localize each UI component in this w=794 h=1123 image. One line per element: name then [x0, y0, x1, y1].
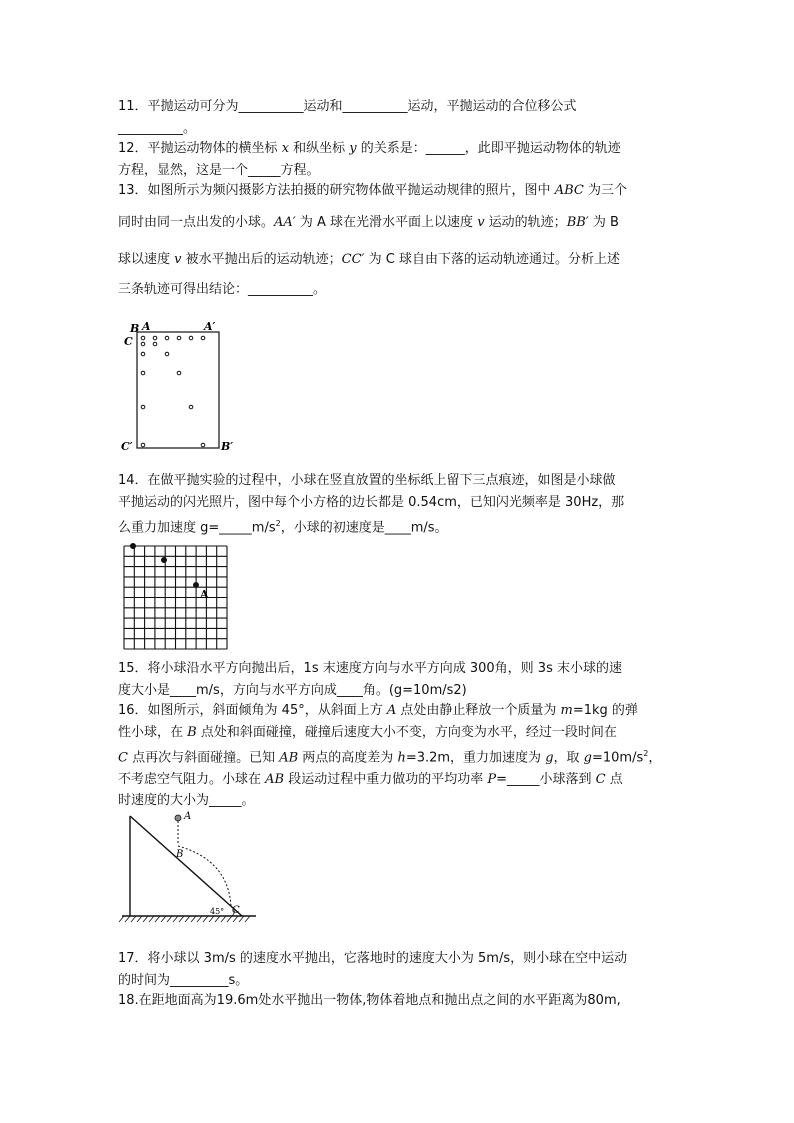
hatch-mark: [155, 916, 160, 922]
hatch-mark: [161, 916, 166, 922]
q14-grid-figure: [120, 542, 230, 652]
q14-grid-lines: [124, 546, 227, 649]
q11-line-1: 11．平抛运动可分为__________运动和__________运动，平抛运动的合位移公式: [118, 99, 577, 114]
hatch-mark: [215, 916, 220, 922]
q13-frame: [137, 332, 219, 448]
q16-incline-figure: [118, 810, 258, 930]
q11-line-2: __________。: [118, 120, 197, 136]
q13-label-b: B: [130, 322, 140, 335]
hatch-mark: [203, 916, 208, 922]
question-17: [118, 948, 678, 991]
hatch-mark: [197, 916, 202, 922]
q16-incline: [130, 816, 242, 916]
q16-line-3: C 点再次与斜面碰撞。已知 AB 两点的高度差为 h=3.2m，重力加速度为 g，取 $g=10m/s^2$，: [118, 749, 662, 766]
question-14: [118, 470, 678, 539]
q14-line-2: 平抛运动的闪光照片，图中每个小方格的边长都是 0.54cm，已知闪光频率是 30Hz，那: [118, 494, 625, 510]
hatch-mark: [227, 916, 232, 922]
hatch-mark: [167, 916, 172, 922]
question-16: [118, 700, 678, 812]
question-11: [118, 96, 678, 139]
q15-line-2: 度大小是____m/s，方向与水平方向成____角。(g=10m/s2): [118, 682, 467, 698]
q18-line-1: 18.在距地面高为19.6m处水平抛出一物体,物体着地点和抛出点之间的水平距离为80m,: [118, 993, 621, 1008]
q12-line-2: 方程，显然，这是一个_____方程。: [118, 162, 320, 178]
question-12: [118, 138, 678, 181]
q12-line-1: 12．平抛运动物体的横坐标 x 和纵坐标 y 的关系是：______，此即平抛运动物体的轨迹: [118, 141, 621, 156]
hatch-mark: [131, 916, 136, 922]
q13-label-c: C: [124, 335, 133, 348]
q16-line-5: 时速度的大小为_____。: [118, 793, 255, 809]
q13-line-3: 球以速度 v 被水平抛出后的运动轨迹；CC′ 为 C 球自由下落的运动轨迹通过。分析上述: [118, 252, 620, 267]
q13-label-b-prime: B′: [221, 440, 234, 453]
q13-label-a: A: [142, 320, 151, 333]
q16-line-1: 16．如图所示，斜面倾角为 45°，从斜面上方 A 点处由静止释放一个质量为 m=1kg 的弹: [118, 703, 638, 718]
hatch-mark: [173, 916, 178, 922]
q16-label-angle: 45°: [210, 907, 225, 916]
q16-line-4: 不考虑空气阻力。小球在 AB 段运动过程中重力做功的平均功率 P=_____小球落到 C 点: [118, 771, 623, 787]
q13-line-1: 13．如图所示为频闪摄影方法拍摄的研究物体做平抛运动规律的照片，图中 ABC 为三个: [118, 183, 627, 198]
hatch-mark: [149, 916, 154, 922]
q14-line-3: 么重力加速度 $g=\_\_\_\_\_m/s^2$，小球的初速度是____m/s。: [118, 519, 448, 536]
q14-point-a: [193, 582, 199, 588]
q16-projectile-path: [178, 846, 231, 906]
q13-label-a-prime: A′: [204, 320, 216, 333]
hatch-mark: [137, 916, 142, 922]
q15-line-1: 15．将小球沿水平方向抛出后，1s 末速度方向与水平方向成 300角，则 3s 末小球的速: [118, 661, 622, 676]
question-13: [118, 180, 678, 300]
q14-point-1: [130, 543, 136, 549]
question-18: [118, 990, 678, 1012]
q13-line-4: 三条轨迹可得出结论：__________。: [118, 281, 327, 297]
q16-ball: [175, 815, 181, 821]
hatch-mark: [209, 916, 214, 922]
q16-line-2: 性小球，在 B 点处和斜面碰撞，碰撞后速度大小不变，方向变为水平，经过一段时间在: [118, 724, 617, 740]
hatch-mark: [239, 916, 244, 922]
hatch-mark: [245, 916, 250, 922]
q17-line-2: 的时间为_________s。: [118, 972, 249, 988]
hatch-mark: [143, 916, 148, 922]
q13-line-2: 同时由同一点出发的小球。AA′ 为 A 球在光滑水平面上以速度 v 运动的轨迹；BB′ 为 B: [118, 214, 619, 230]
q14-label-a: A: [200, 588, 209, 601]
q16-label-c: C: [232, 905, 240, 916]
q16-label-a: A: [184, 811, 192, 822]
q16-ground-hatch: [119, 916, 250, 922]
q13-figure: [118, 318, 234, 458]
q16-label-b: B: [176, 849, 184, 860]
q17-line-1: 17．将小球以 3m/s 的速度水平抛出，它落地时的速度大小为 5m/s，则小球在空中运动: [118, 951, 628, 966]
q13-label-c-prime: C′: [121, 440, 133, 453]
hatch-mark: [233, 916, 238, 922]
hatch-mark: [185, 916, 190, 922]
q14-point-2: [161, 557, 167, 563]
hatch-mark: [179, 916, 184, 922]
hatch-mark: [221, 916, 226, 922]
q13-ball-dots: [141, 336, 205, 447]
hatch-mark: [119, 916, 124, 922]
q14-line-1: 14．在做平抛实验的过程中，小球在竖直放置的坐标纸上留下三点痕迹，如图是小球做: [118, 473, 616, 488]
hatch-mark: [191, 916, 196, 922]
hatch-mark: [125, 916, 130, 922]
question-15: [118, 658, 678, 701]
